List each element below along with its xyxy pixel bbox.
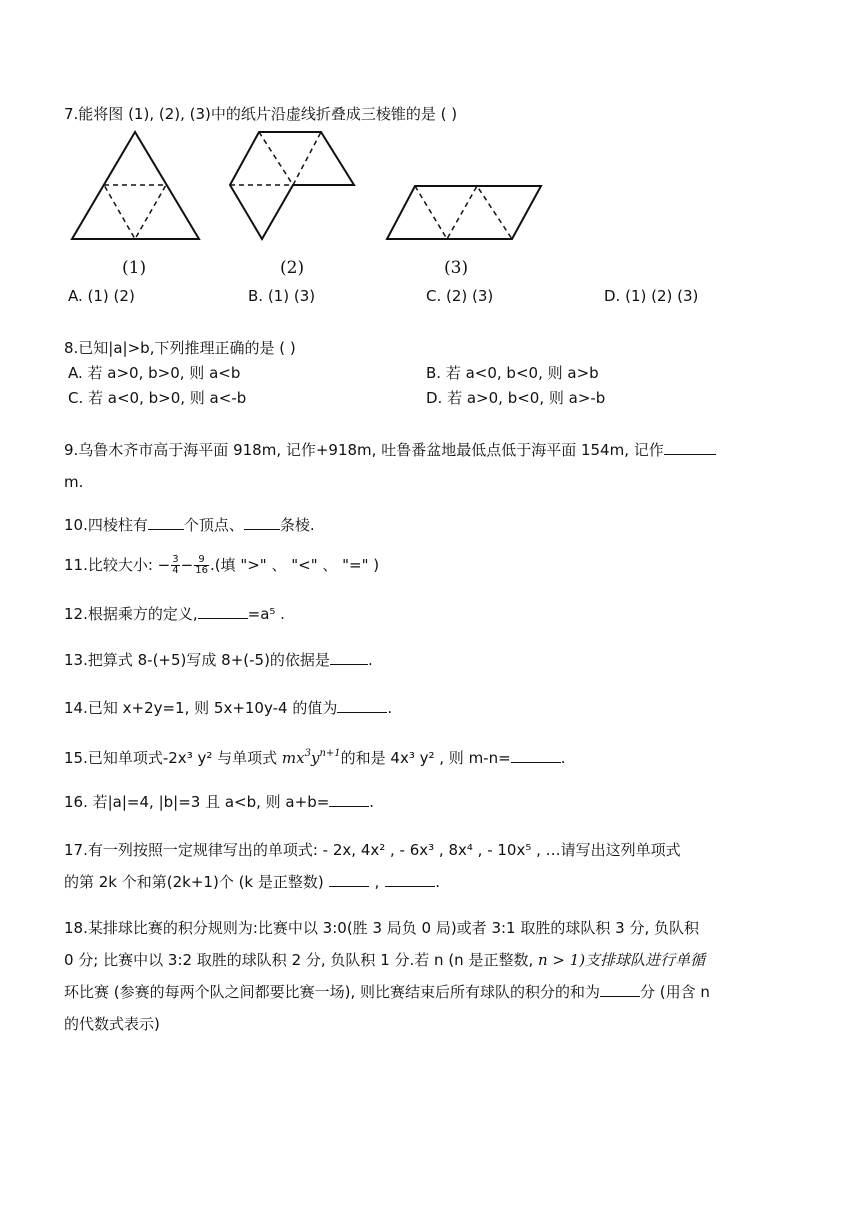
q18-line2 <box>64 950 705 970</box>
figure-3-net <box>385 184 543 242</box>
q13-line <box>64 650 373 670</box>
q12-answer-blank[interactable] <box>198 604 248 619</box>
q18-line4: 的代数式表示) <box>64 1015 160 1033</box>
q10-stem-b: 个顶点、 <box>183 516 244 534</box>
q14-answer-blank[interactable] <box>337 698 387 713</box>
q16-answer-blank[interactable] <box>329 792 369 807</box>
figure-2-caption: (2) <box>280 258 305 278</box>
q17-stem: 的第 2k 个和第(2k+1)个 (k 是正整数) <box>64 873 329 891</box>
q17-blank-2k1[interactable] <box>385 872 435 887</box>
q13-tail: . <box>367 651 373 669</box>
q11-fraction-1: $\frac{3}{4}$ <box>172 554 179 576</box>
q8-option-b[interactable]: B. 若 a<0, b<0, 则 a>b <box>426 364 599 382</box>
q8-stem: 8.已知|a|>b,下列推理正确的是 ( ) <box>64 339 296 357</box>
q9-stem: 9.乌鲁木齐市高于海平面 918m, 记作+918m, 吐鲁番盆地最低点低于海平面 154m, 记作 <box>64 441 664 459</box>
q18-line1: 18.某排球比赛的积分规则为:比赛中以 3:0(胜 3 局负 0 局)或者 3:1 取胜的球队积 3 分, 负队积 <box>64 919 699 937</box>
figure-1-caption: (1) <box>122 258 147 278</box>
figure-2-net <box>228 130 358 242</box>
q11-line <box>64 553 379 577</box>
figure-3-caption: (3) <box>444 258 469 278</box>
q18-line2-math: n > 1)支排球队进行单循 <box>538 951 706 969</box>
q16-tail: . <box>369 793 375 811</box>
q17-line1: 17.有一列按照一定规律写出的单项式: - 2x, 4x² , - 6x³ , 8x⁴ , - 10x⁵ , …请写出这列单项式 <box>64 841 681 859</box>
figure-1-net <box>70 130 202 242</box>
q11-fraction-2: $\frac{9}{16}$ <box>195 554 208 576</box>
q8-option-d[interactable]: D. 若 a>0, b<0, 则 a>-b <box>426 389 606 407</box>
q13-stem: 13.把算式 8-(+5)写成 8+(-5)的依据是 <box>64 651 330 669</box>
q14-line <box>64 698 392 718</box>
q18-line3 <box>64 982 710 1002</box>
q18-answer-blank[interactable] <box>600 982 640 997</box>
q15-line <box>64 744 565 768</box>
q11-blank-gap[interactable]: − <box>180 556 194 574</box>
q17-line2 <box>64 872 440 892</box>
q17-tail: . <box>435 873 441 891</box>
q15-stem-b: 的和是 4x³ y² , 则 m-n= <box>340 749 511 767</box>
q10-edges-blank[interactable] <box>244 515 280 530</box>
q17-sep: , <box>374 873 380 891</box>
q10-line <box>64 515 315 535</box>
q12-line <box>64 604 285 624</box>
q7-option-a[interactable]: A. (1) (2) <box>68 287 135 305</box>
q9-unit: m. <box>64 473 84 491</box>
q12-tail: =a⁵ . <box>247 605 285 623</box>
q16-stem: 16. 若|a|=4, |b|=3 且 a<b, 则 a+b= <box>64 793 330 811</box>
q10-vertices-blank[interactable] <box>148 515 184 530</box>
q7-stem: 7.能将图 (1), (2), (3)中的纸片沿虚线折叠成三棱锥的是 ( ) <box>64 105 458 123</box>
q10-stem-a: 10.四棱柱有 <box>64 516 148 534</box>
q14-stem: 14.已知 x+2y=1, 则 5x+10y-4 的值为 <box>64 699 338 717</box>
q15-monomial: $mx^3y^{n+1}$ <box>281 748 341 767</box>
q15-tail: . <box>560 749 566 767</box>
q9-answer-blank[interactable] <box>664 440 716 455</box>
q10-stem-c: 条棱. <box>279 516 315 534</box>
q8-option-a[interactable]: A. 若 a>0, b>0, 则 a<b <box>68 364 241 382</box>
q18-line3-b: 分 (用含 n <box>640 983 710 1001</box>
q11-stem: 11.比较大小: − <box>64 556 171 574</box>
q18-line3-a: 环比赛 (参赛的每两个队之间都要比赛一场), 则比赛结束后所有球队的积分的和为 <box>64 983 601 1001</box>
q7-option-c[interactable]: C. (2) (3) <box>426 287 494 305</box>
q14-tail: . <box>387 699 393 717</box>
q16-line <box>64 792 374 812</box>
q18-line2-a: 0 分; 比赛中以 3:2 取胜的球队积 2 分, 负队积 1 分.若 n (n 是正整数, <box>64 951 534 969</box>
q15-answer-blank[interactable] <box>511 748 561 763</box>
q12-stem: 12.根据乘方的定义, <box>64 605 198 623</box>
q15-stem: 15.已知单项式-2x³ y² 与单项式 <box>64 749 282 767</box>
q17-blank-2k[interactable] <box>329 872 369 887</box>
q9-line1 <box>64 440 716 460</box>
q7-option-d[interactable]: D. (1) (2) (3) <box>604 287 699 305</box>
q13-answer-blank[interactable] <box>330 650 368 665</box>
q11-instruction: .(填 ">" 、 "<" 、 "=" ) <box>209 556 380 574</box>
q7-option-b[interactable]: B. (1) (3) <box>248 287 316 305</box>
q8-option-c[interactable]: C. 若 a<0, b>0, 则 a<-b <box>68 389 247 407</box>
